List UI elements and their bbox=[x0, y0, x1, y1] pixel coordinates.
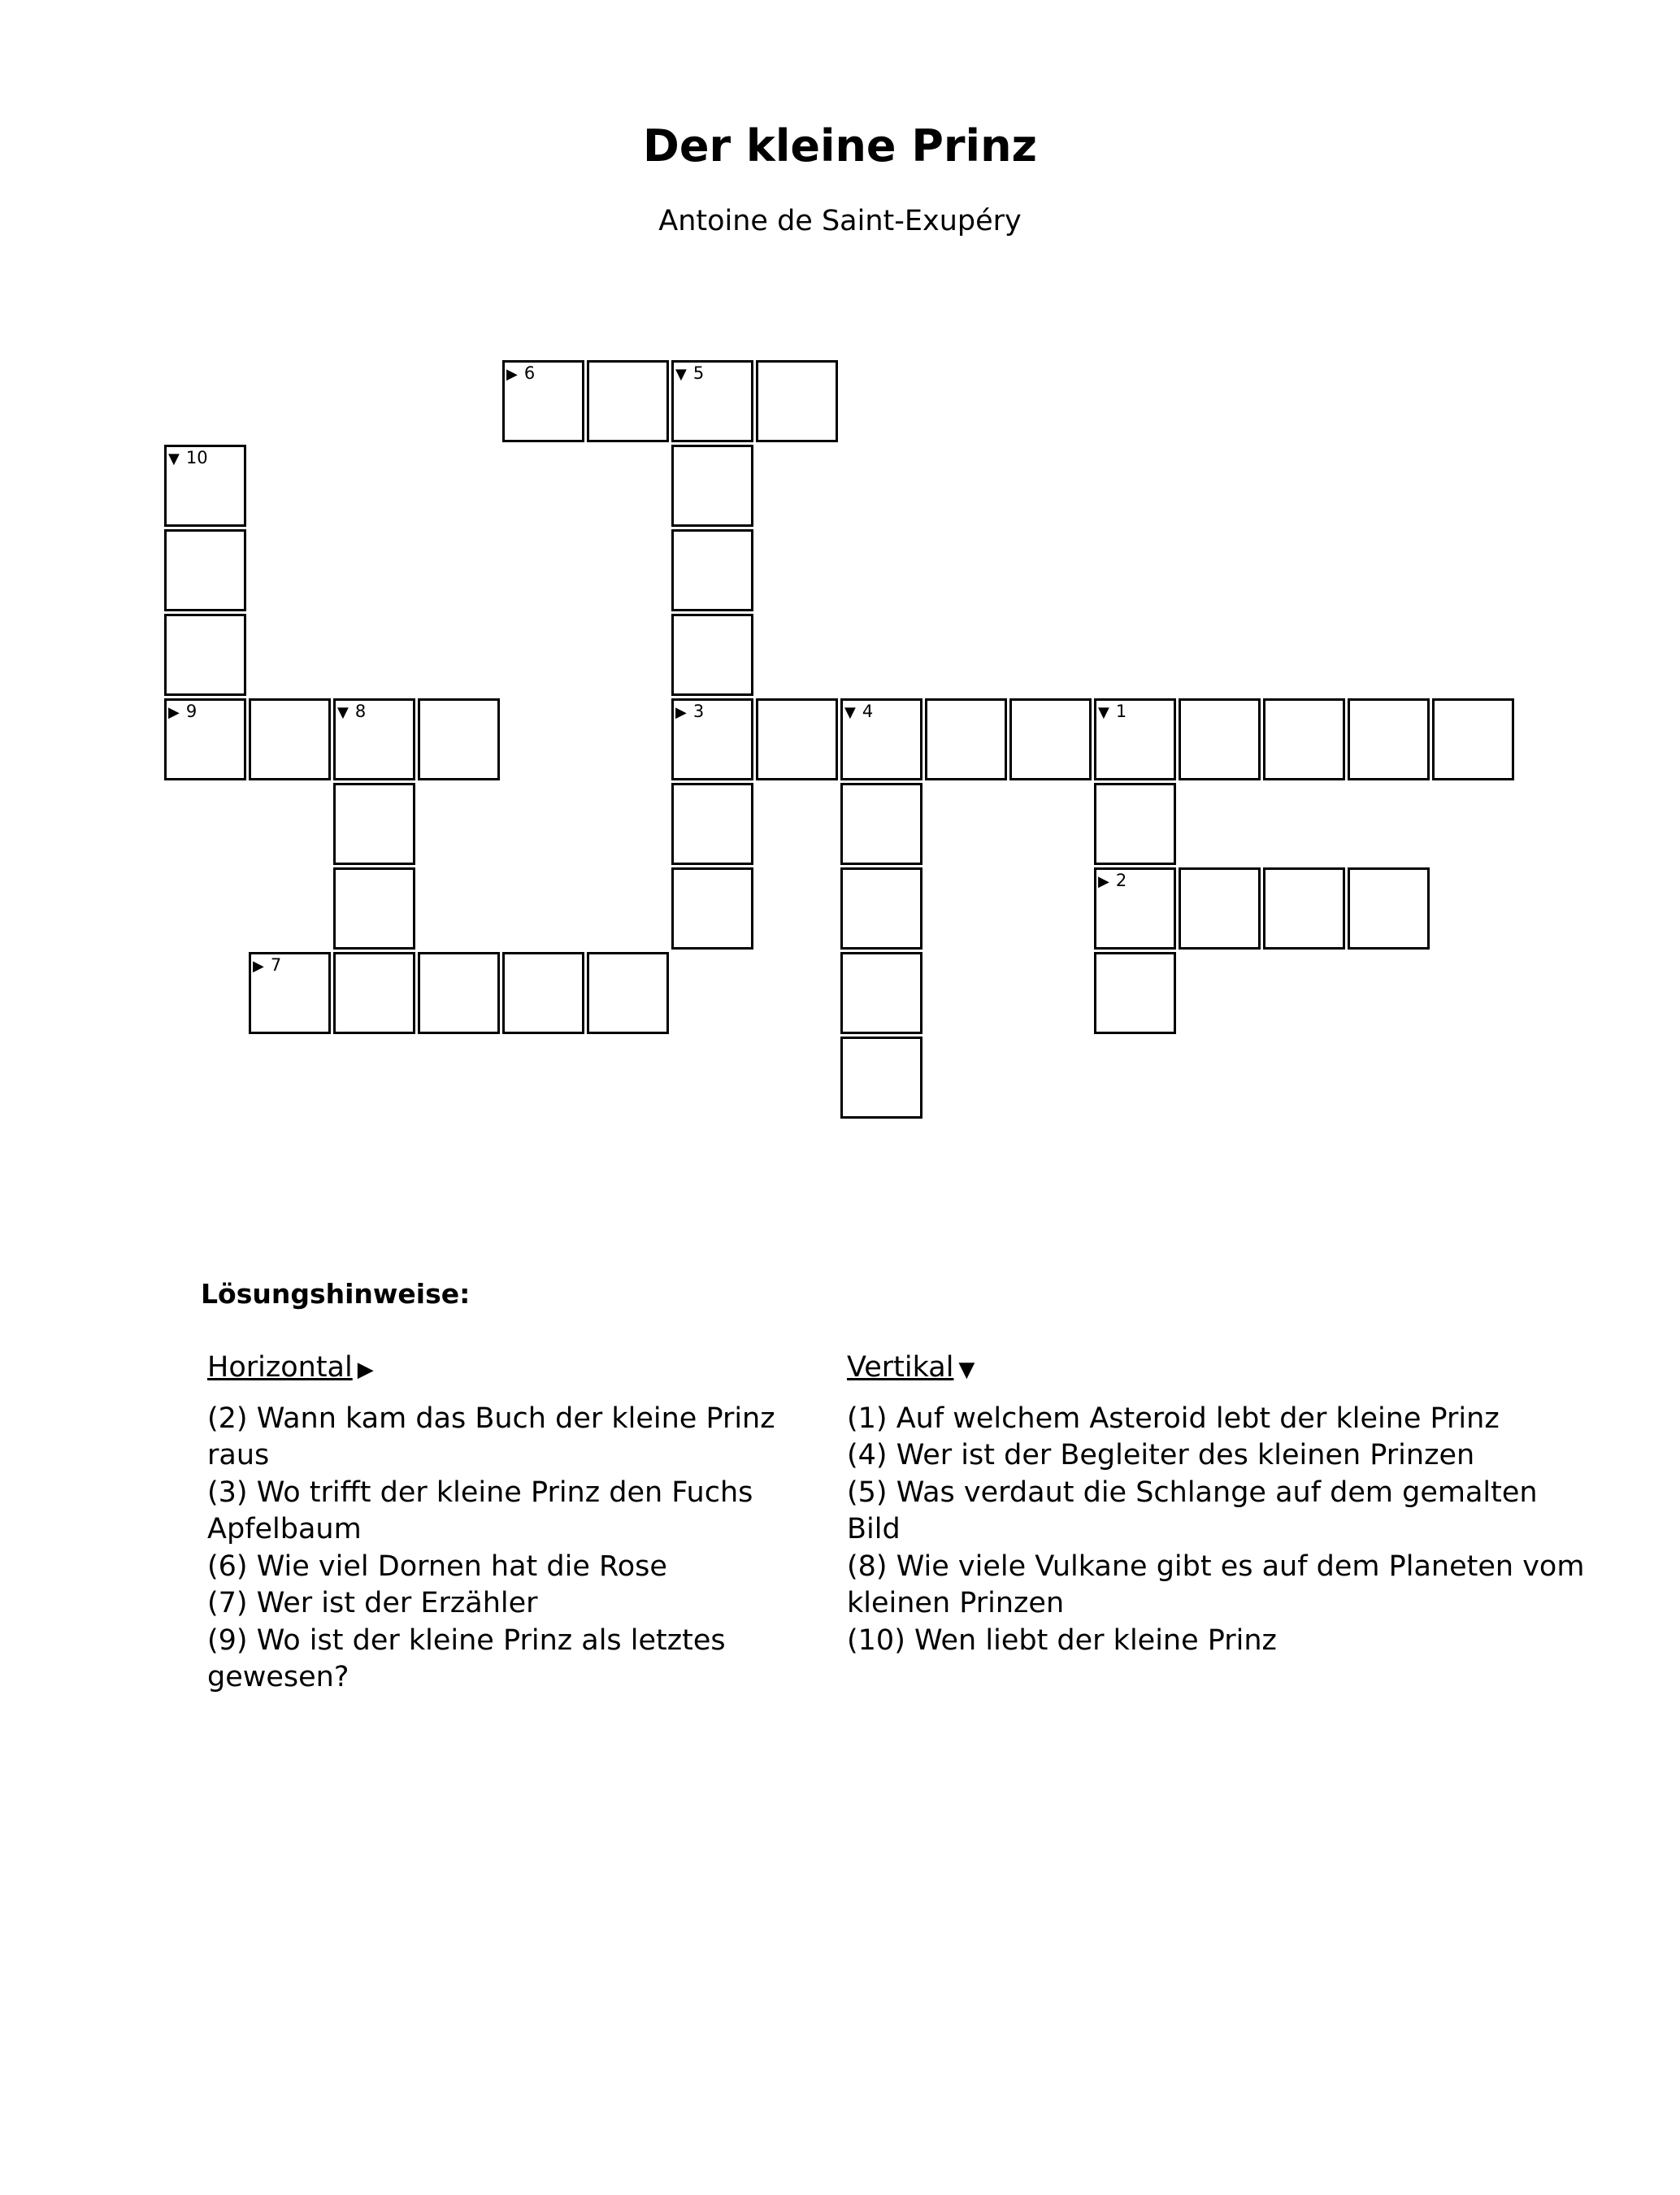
arrow-right-icon: ▶ bbox=[253, 958, 264, 975]
author-name: Antoine de Saint-Exupéry bbox=[658, 205, 1022, 237]
clue-down-5: (5) Was verdaut die Schlange auf dem gemalten Bild bbox=[847, 1476, 1538, 1545]
clue-number-text: 6 bbox=[523, 363, 536, 383]
page-title: Der kleine Prinz bbox=[643, 120, 1037, 172]
crossword-cell[interactable] bbox=[1179, 698, 1261, 780]
crossword-cell-6-across[interactable] bbox=[502, 360, 584, 442]
clue-number-text: 8 bbox=[354, 702, 367, 721]
arrow-down-icon: ▼ bbox=[844, 704, 856, 721]
crossword-cell-4-down[interactable] bbox=[840, 698, 922, 780]
clue-across-3: (3) Wo trifft der kleine Prinz den Fuchs Apfelbaum bbox=[207, 1476, 753, 1545]
horizontal-label: Horizontal bbox=[207, 1351, 353, 1384]
hints-heading: Lösungshinweise: bbox=[201, 1278, 471, 1310]
crossword-cell[interactable] bbox=[502, 952, 584, 1034]
crossword-cell-2-across[interactable] bbox=[1094, 867, 1176, 950]
crossword-cell[interactable] bbox=[164, 614, 246, 696]
crossword-cell[interactable] bbox=[671, 783, 753, 865]
crossword-cell[interactable] bbox=[756, 698, 838, 780]
arrow-right-icon: ▶ bbox=[675, 704, 687, 721]
crossword-cell[interactable] bbox=[587, 360, 669, 442]
crossword-cell[interactable] bbox=[671, 614, 753, 696]
arrow-right-icon: ▶ bbox=[357, 1358, 374, 1382]
crossword-cell[interactable] bbox=[587, 952, 669, 1034]
clue-number-text: 1 bbox=[1115, 702, 1127, 721]
clue-number-text: 9 bbox=[185, 702, 198, 721]
clue-number bbox=[253, 955, 281, 976]
vertical-clues bbox=[847, 1350, 1595, 1659]
clue-number bbox=[168, 448, 208, 469]
crossword-cell[interactable] bbox=[1348, 867, 1430, 950]
vertical-label: Vertikal bbox=[847, 1351, 954, 1384]
arrow-down-icon: ▼ bbox=[675, 366, 687, 383]
crossword-cell-1-down[interactable] bbox=[1094, 698, 1176, 780]
clue-number-text: 5 bbox=[692, 363, 705, 383]
crossword-cell[interactable] bbox=[1263, 698, 1345, 780]
horizontal-heading bbox=[207, 1350, 841, 1389]
crossword-cell[interactable] bbox=[671, 445, 753, 527]
crossword-cell[interactable] bbox=[840, 952, 922, 1034]
clue-number bbox=[675, 363, 704, 385]
crossword-cell-10-down[interactable] bbox=[164, 445, 246, 527]
crossword-cell[interactable] bbox=[418, 698, 500, 780]
crossword-cell[interactable] bbox=[418, 952, 500, 1034]
crossword-cell[interactable] bbox=[1263, 867, 1345, 950]
clue-down-1: (1) Auf welchem Asteroid lebt der kleine Prinz bbox=[847, 1402, 1500, 1435]
clue-across-9: (9) Wo ist der kleine Prinz als letztes gewesen? bbox=[207, 1623, 726, 1693]
clue-number-text: 7 bbox=[270, 955, 282, 975]
crossword-cell[interactable] bbox=[333, 783, 415, 865]
crossword-cell[interactable] bbox=[671, 867, 753, 950]
clue-down-10: (10) Wen liebt der kleine Prinz bbox=[847, 1623, 1277, 1657]
arrow-down-icon: ▼ bbox=[337, 704, 349, 721]
crossword-cell[interactable] bbox=[164, 529, 246, 611]
crossword-cell[interactable] bbox=[840, 867, 922, 950]
crossword-cell[interactable] bbox=[1094, 783, 1176, 865]
arrow-down-icon: ▼ bbox=[958, 1358, 975, 1382]
clue-number bbox=[844, 702, 873, 723]
arrow-down-icon: ▼ bbox=[168, 450, 180, 467]
clue-number-text: 2 bbox=[1115, 871, 1127, 890]
crossword-cell[interactable] bbox=[1094, 952, 1176, 1034]
crossword-cell[interactable] bbox=[333, 952, 415, 1034]
crossword-cell-7-across[interactable] bbox=[249, 952, 331, 1034]
clue-number-text: 4 bbox=[862, 702, 874, 721]
crossword-cell[interactable] bbox=[756, 360, 838, 442]
arrow-right-icon: ▶ bbox=[506, 366, 518, 383]
clue-number bbox=[1098, 871, 1127, 892]
arrow-down-icon: ▼ bbox=[1098, 704, 1109, 721]
clue-number bbox=[337, 702, 366, 723]
crossword-cell-5-down[interactable] bbox=[671, 360, 753, 442]
arrow-right-icon: ▶ bbox=[168, 704, 180, 721]
clue-number bbox=[675, 702, 704, 723]
clue-down-4: (4) Wer ist der Begleiter des kleinen Prinzen bbox=[847, 1439, 1475, 1471]
crossword-cell-8-down[interactable] bbox=[333, 698, 415, 780]
crossword-cell-9-across[interactable] bbox=[164, 698, 246, 780]
clue-number bbox=[168, 702, 197, 723]
crossword-cell[interactable] bbox=[249, 698, 331, 780]
crossword-cell[interactable] bbox=[925, 698, 1007, 780]
crossword-cell[interactable] bbox=[840, 783, 922, 865]
clue-across-7: (7) Wer ist der Erzähler bbox=[207, 1587, 538, 1619]
clue-across-2: (2) Wann kam das Buch der kleine Prinz raus bbox=[207, 1402, 775, 1471]
crossword-cell[interactable] bbox=[1009, 698, 1092, 780]
crossword-cell[interactable] bbox=[333, 867, 415, 950]
crossword-cell[interactable] bbox=[1348, 698, 1430, 780]
clue-number-text: 10 bbox=[185, 448, 208, 467]
clue-number-text: 3 bbox=[692, 702, 705, 721]
arrow-right-icon: ▶ bbox=[1098, 873, 1109, 890]
clue-number bbox=[506, 363, 535, 385]
horizontal-clues bbox=[207, 1350, 841, 1697]
clue-across-6: (6) Wie viel Dornen hat die Rose bbox=[207, 1550, 667, 1583]
crossword-cell[interactable] bbox=[840, 1037, 922, 1119]
clue-down-8: (8) Wie viele Vulkane gibt es auf dem Planeten vom kleinen Prinzen bbox=[847, 1550, 1585, 1619]
crossword-cell[interactable] bbox=[1179, 867, 1261, 950]
crossword-cell[interactable] bbox=[671, 529, 753, 611]
vertical-heading bbox=[847, 1350, 1595, 1389]
crossword-cell[interactable] bbox=[1432, 698, 1514, 780]
clue-number bbox=[1098, 702, 1127, 723]
crossword-cell-3-across[interactable] bbox=[671, 698, 753, 780]
